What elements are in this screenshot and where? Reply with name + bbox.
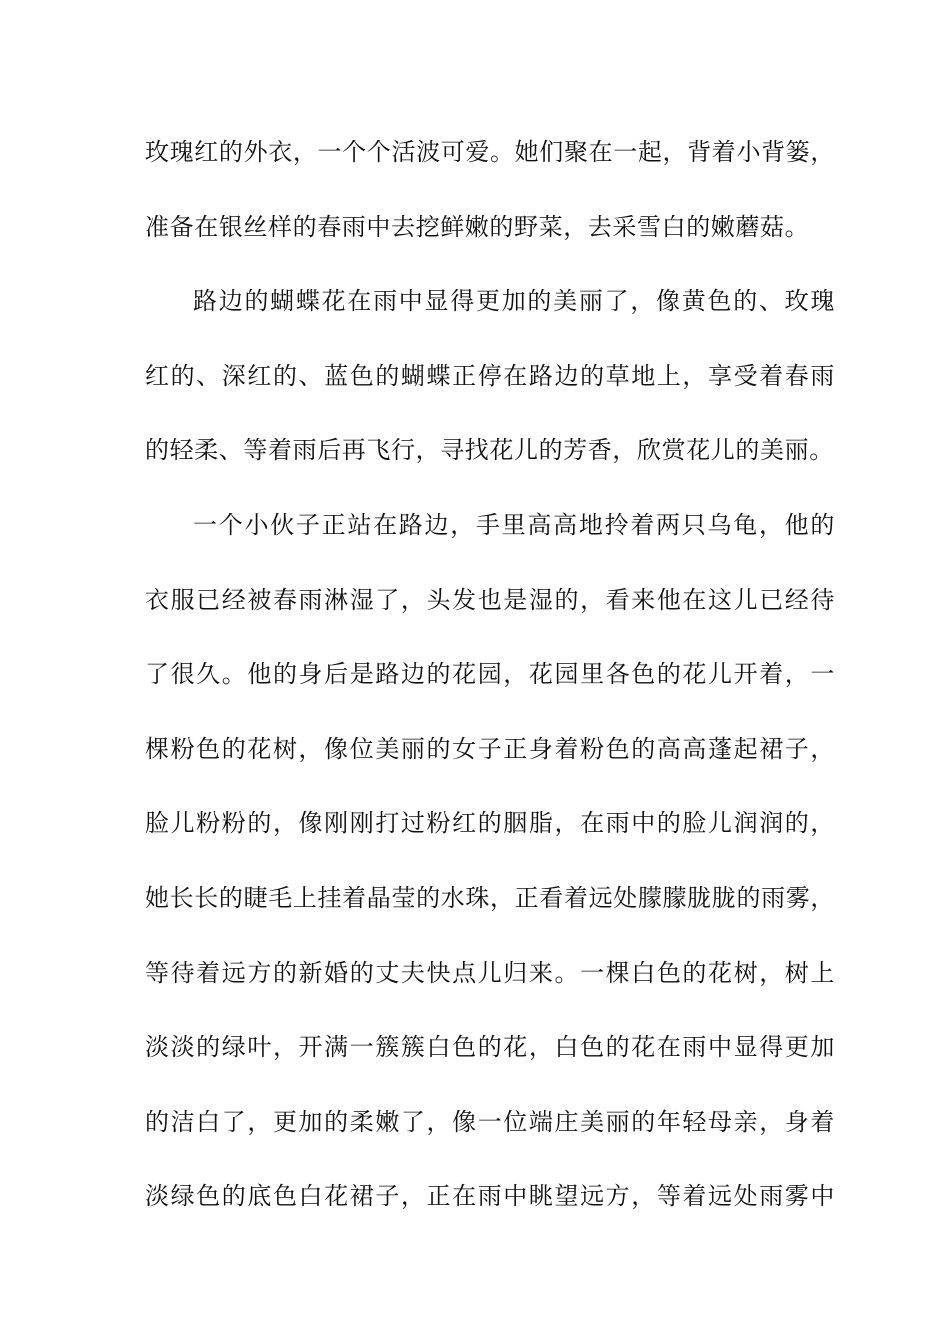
text-line: 的洁白了，更加的柔嫩了，像一位端庄美丽的年轻母亲，身着: [145, 1107, 835, 1136]
paragraph-first-line: 路边的蝴蝶花在雨中显得更加的美丽了，像黄色的、玫瑰: [193, 287, 835, 316]
text-line: 准备在银丝样的春雨中去挖鲜嫩的野菜，去采雪白的嫩蘑菇。: [145, 212, 810, 241]
text-line: 衣服已经被春雨淋湿了，头发也是湿的，看来他在这儿已经待: [145, 585, 835, 614]
document-text-body: [145, 127, 835, 1246]
text-line: 淡淡的绿叶，开满一簇簇白色的花，白色的花在雨中显得更加: [145, 1033, 835, 1062]
paragraph-first-line: 一个小伙子正站在路边，手里高高地拎着两只乌龟，他的: [193, 510, 835, 539]
text-line: 淡绿色的底色白花裙子，正在雨中眺望远方，等着远处雨雾中: [145, 1182, 835, 1211]
text-line: 脸儿粉粉的，像刚刚打过粉红的胭脂，在雨中的脸儿润润的，: [145, 809, 835, 838]
text-line: 的轻柔、等着雨后再飞行，寻找花儿的芳香，欣赏花儿的美丽。: [145, 436, 834, 465]
text-line: 红的、深红的、蓝色的蝴蝶正停在路边的草地上，享受着春雨: [145, 361, 835, 390]
text-line: 等待着远方的新婚的丈夫快点儿归来。一棵白色的花树，树上: [145, 958, 835, 987]
text-line: 她长长的睫毛上挂着晶莹的水珠，正看着远处朦朦胧胧的雨雾，: [145, 883, 835, 912]
text-line: 玫瑰红的外衣，一个个活波可爱。她们聚在一起，背着小背篓，: [145, 138, 835, 166]
text-line: 棵粉色的花树，像位美丽的女子正身着粉色的高高蓬起裙子，: [145, 734, 835, 763]
text-line: 了很久。他的身后是路边的花园，花园里各色的花儿开着，一: [145, 660, 835, 689]
